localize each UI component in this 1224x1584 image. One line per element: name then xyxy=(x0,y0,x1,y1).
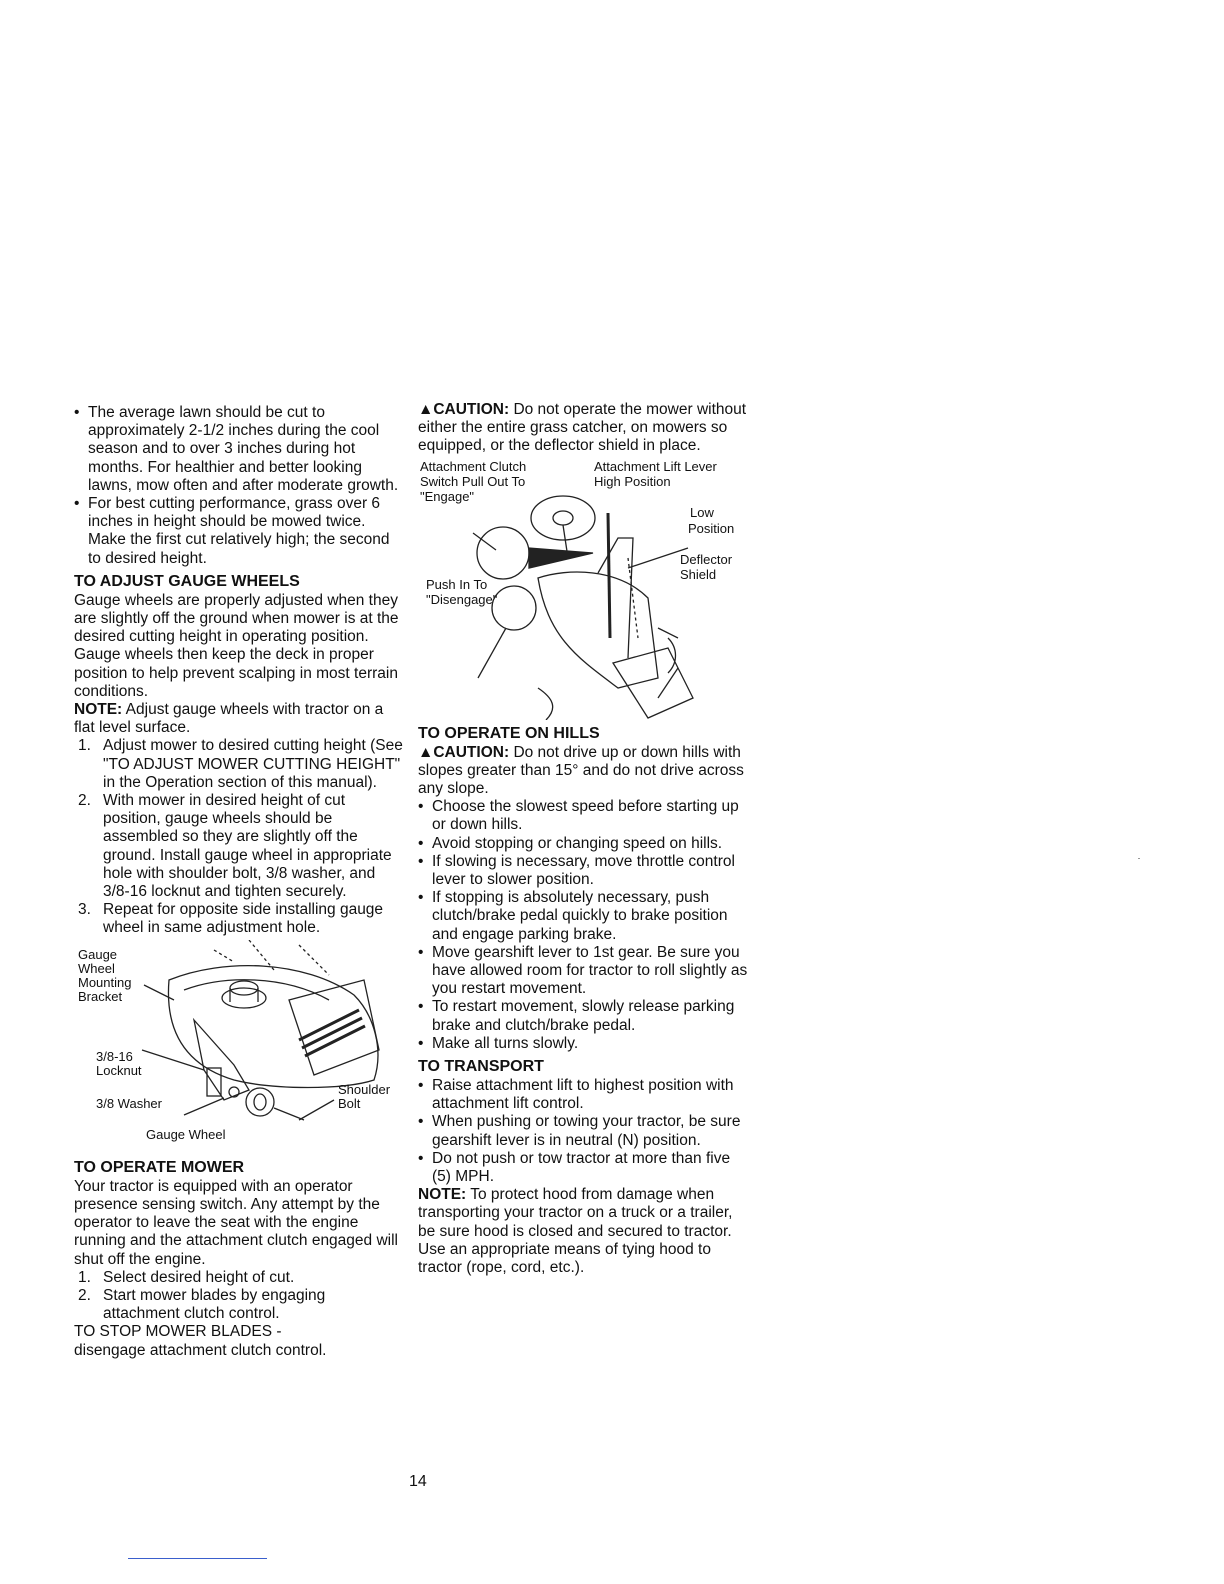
list-item xyxy=(74,1287,404,1323)
left-column xyxy=(74,404,404,1360)
list-item: • To restart movement, slowly release parking brake and clutch/brake pedal. xyxy=(418,998,753,1034)
note-label: NOTE: xyxy=(418,1186,467,1204)
step-text: Repeat for opposite side installing gauge wheel in same adjustment hole. xyxy=(103,901,384,937)
figure-label: Low xyxy=(690,504,714,520)
figure-label: Bolt xyxy=(338,1095,361,1111)
footer-divider xyxy=(128,1558,267,1559)
list-item: • Move gearshift lever to 1st gear. Be sure you have allowed room for tractor to roll slightly as you restart movement. xyxy=(418,944,753,999)
hills-bullet-list xyxy=(418,798,753,1053)
right-column xyxy=(418,401,753,1277)
list-item: • If stopping is absolutely necessary, push clutch/brake pedal quickly to brake position and engage parking brake. xyxy=(418,889,753,944)
list-item: • Raise attachment lift to highest position with attachment lift control. xyxy=(418,1077,753,1113)
warning-triangle-icon: ▲ xyxy=(418,401,434,418)
list-item: • Choose the slowest speed before starting up or down hills. xyxy=(418,798,753,834)
figure-label: Switch Pull Out To xyxy=(420,473,526,489)
caution-text: Do not drive up or down hills with slopes greater than 15° and do not drive across any slope. xyxy=(418,743,744,798)
figure-label: Push In To xyxy=(426,576,488,592)
note-text: To protect hood from damage when transporting your tractor on a truck or a trailer, be sure hood is closed and secured to tractor. Use an appropriate means of tying hood to tractor (rope, cord, etc.). xyxy=(418,1186,733,1277)
page-number: 14 xyxy=(409,1473,427,1490)
gauge-wheels-heading: TO ADJUST GAUGE WHEELS xyxy=(74,572,300,590)
caution-text: Do not operate the mower without either the entire grass catcher, on mowers so equipped, or the deflector shield in place. xyxy=(418,401,747,455)
operate-mower-heading: TO OPERATE MOWER xyxy=(74,1158,245,1176)
operate-mower-body: Your tractor is equipped with an operator presence sensing switch. Any attempt by the operator to leave the seat with the engine running and the attachment clutch engaged will shut off the engine. xyxy=(74,1177,398,1268)
gauge-wheel-figure xyxy=(74,940,404,1154)
figure-label: Shoulder xyxy=(338,1081,391,1097)
figure-label: Attachment Lift Lever xyxy=(594,458,717,474)
figure-label: Gauge xyxy=(78,946,118,962)
step-number: 1. xyxy=(78,1268,91,1286)
figure-label: Wheel xyxy=(78,960,115,976)
figure-label: 3/8-16 xyxy=(96,1048,133,1064)
operate-steps-list xyxy=(74,1269,404,1324)
note-label: NOTE: xyxy=(74,701,123,719)
step-number: 3. xyxy=(78,901,91,919)
gauge-wheel-illustration xyxy=(74,940,404,1154)
warning-triangle-icon: ▲ xyxy=(418,743,434,761)
figure-label: Attachment Clutch xyxy=(420,458,527,474)
figure-label: Locknut xyxy=(96,1062,142,1078)
figure-label: "Disengage" xyxy=(426,591,498,607)
caution-label: CAUTION: xyxy=(433,743,510,761)
step-text: Adjust mower to desired cutting height (See "TO ADJUST MOWER CUTTING HEIGHT" in the Operation section of this manual). xyxy=(103,737,403,791)
step-number: 2. xyxy=(78,1286,91,1304)
hills-caution xyxy=(418,744,753,799)
step-number: 1. xyxy=(78,737,91,755)
figure-label: Deflector xyxy=(680,551,733,567)
figure-label: Shield xyxy=(680,566,717,582)
list-item xyxy=(74,1269,404,1287)
step-text: Select desired height of cut. xyxy=(103,1268,295,1286)
figure-label: Bracket xyxy=(78,988,123,1004)
gauge-wheels-note xyxy=(74,701,404,737)
list-item: • If slowing is necessary, move throttle control lever to slower position. xyxy=(418,853,753,889)
list-item: • When pushing or towing your tractor, be sure gearshift lever is in neutral (N) position. xyxy=(418,1113,753,1149)
caution-label: CAUTION: xyxy=(433,401,510,418)
step-text: Start mower blades by engaging attachment clutch control. xyxy=(103,1286,326,1323)
gauge-wheels-body: Gauge wheels are properly adjusted when they are slightly off the ground when mower is at the desired cutting height in operating position. Gauge wheels then keep the deck in proper position to help prevent scalping in most terrain conditions. xyxy=(74,591,399,700)
list-item: • The average lawn should be cut to approximately 2-1/2 inches during the cool season and to over 3 inches during hot months. For healthier and better looking lawns, mow often and after moderate growth. xyxy=(74,404,404,495)
figure-label: Gauge Wheel xyxy=(146,1126,226,1142)
intro-bullet-list xyxy=(74,404,404,568)
caution-paragraph xyxy=(418,401,753,456)
step-number: 2. xyxy=(78,792,91,810)
transport-heading: TO TRANSPORT xyxy=(418,1058,544,1076)
step-text: With mower in desired height of cut position, gauge wheels should be assembled so they are slightly off the ground. Install gauge wheel in appropriate hole with shoulder bolt, 3/8 washer, and 3/8-16 locknut and tighten securely. xyxy=(103,792,392,901)
operate-hills-heading: TO OPERATE ON HILLS xyxy=(418,724,600,742)
figure-label: "Engage" xyxy=(420,488,475,504)
list-item xyxy=(74,792,404,901)
list-item: • Make all turns slowly. xyxy=(418,1035,753,1053)
figure-label: High Position xyxy=(594,473,671,489)
list-item: • Avoid stopping or changing speed on hills. xyxy=(418,835,753,853)
list-item xyxy=(74,901,404,937)
list-item: • Do not push or tow tractor at more than five (5) MPH. xyxy=(418,1150,753,1186)
attachment-clutch-figure xyxy=(418,458,753,720)
transport-bullet-list xyxy=(418,1077,753,1186)
stop-blades-line: TO STOP MOWER BLADES - xyxy=(74,1323,282,1341)
figure-label: 3/8 Washer xyxy=(96,1095,162,1111)
scan-speck xyxy=(1138,858,1140,859)
list-item xyxy=(74,737,404,792)
stop-blades-text: disengage attachment clutch control. xyxy=(74,1341,327,1359)
figure-label: Position xyxy=(688,520,735,536)
figure-label: Mounting xyxy=(78,974,132,990)
gauge-steps-list xyxy=(74,737,404,937)
transport-note xyxy=(418,1186,753,1277)
note-text: Adjust gauge wheels with tractor on a flat level surface. xyxy=(74,701,384,737)
list-item: • For best cutting performance, grass over 6 inches in height should be mowed twice. Make the first cut relatively high; the second to desired height. xyxy=(74,495,404,568)
